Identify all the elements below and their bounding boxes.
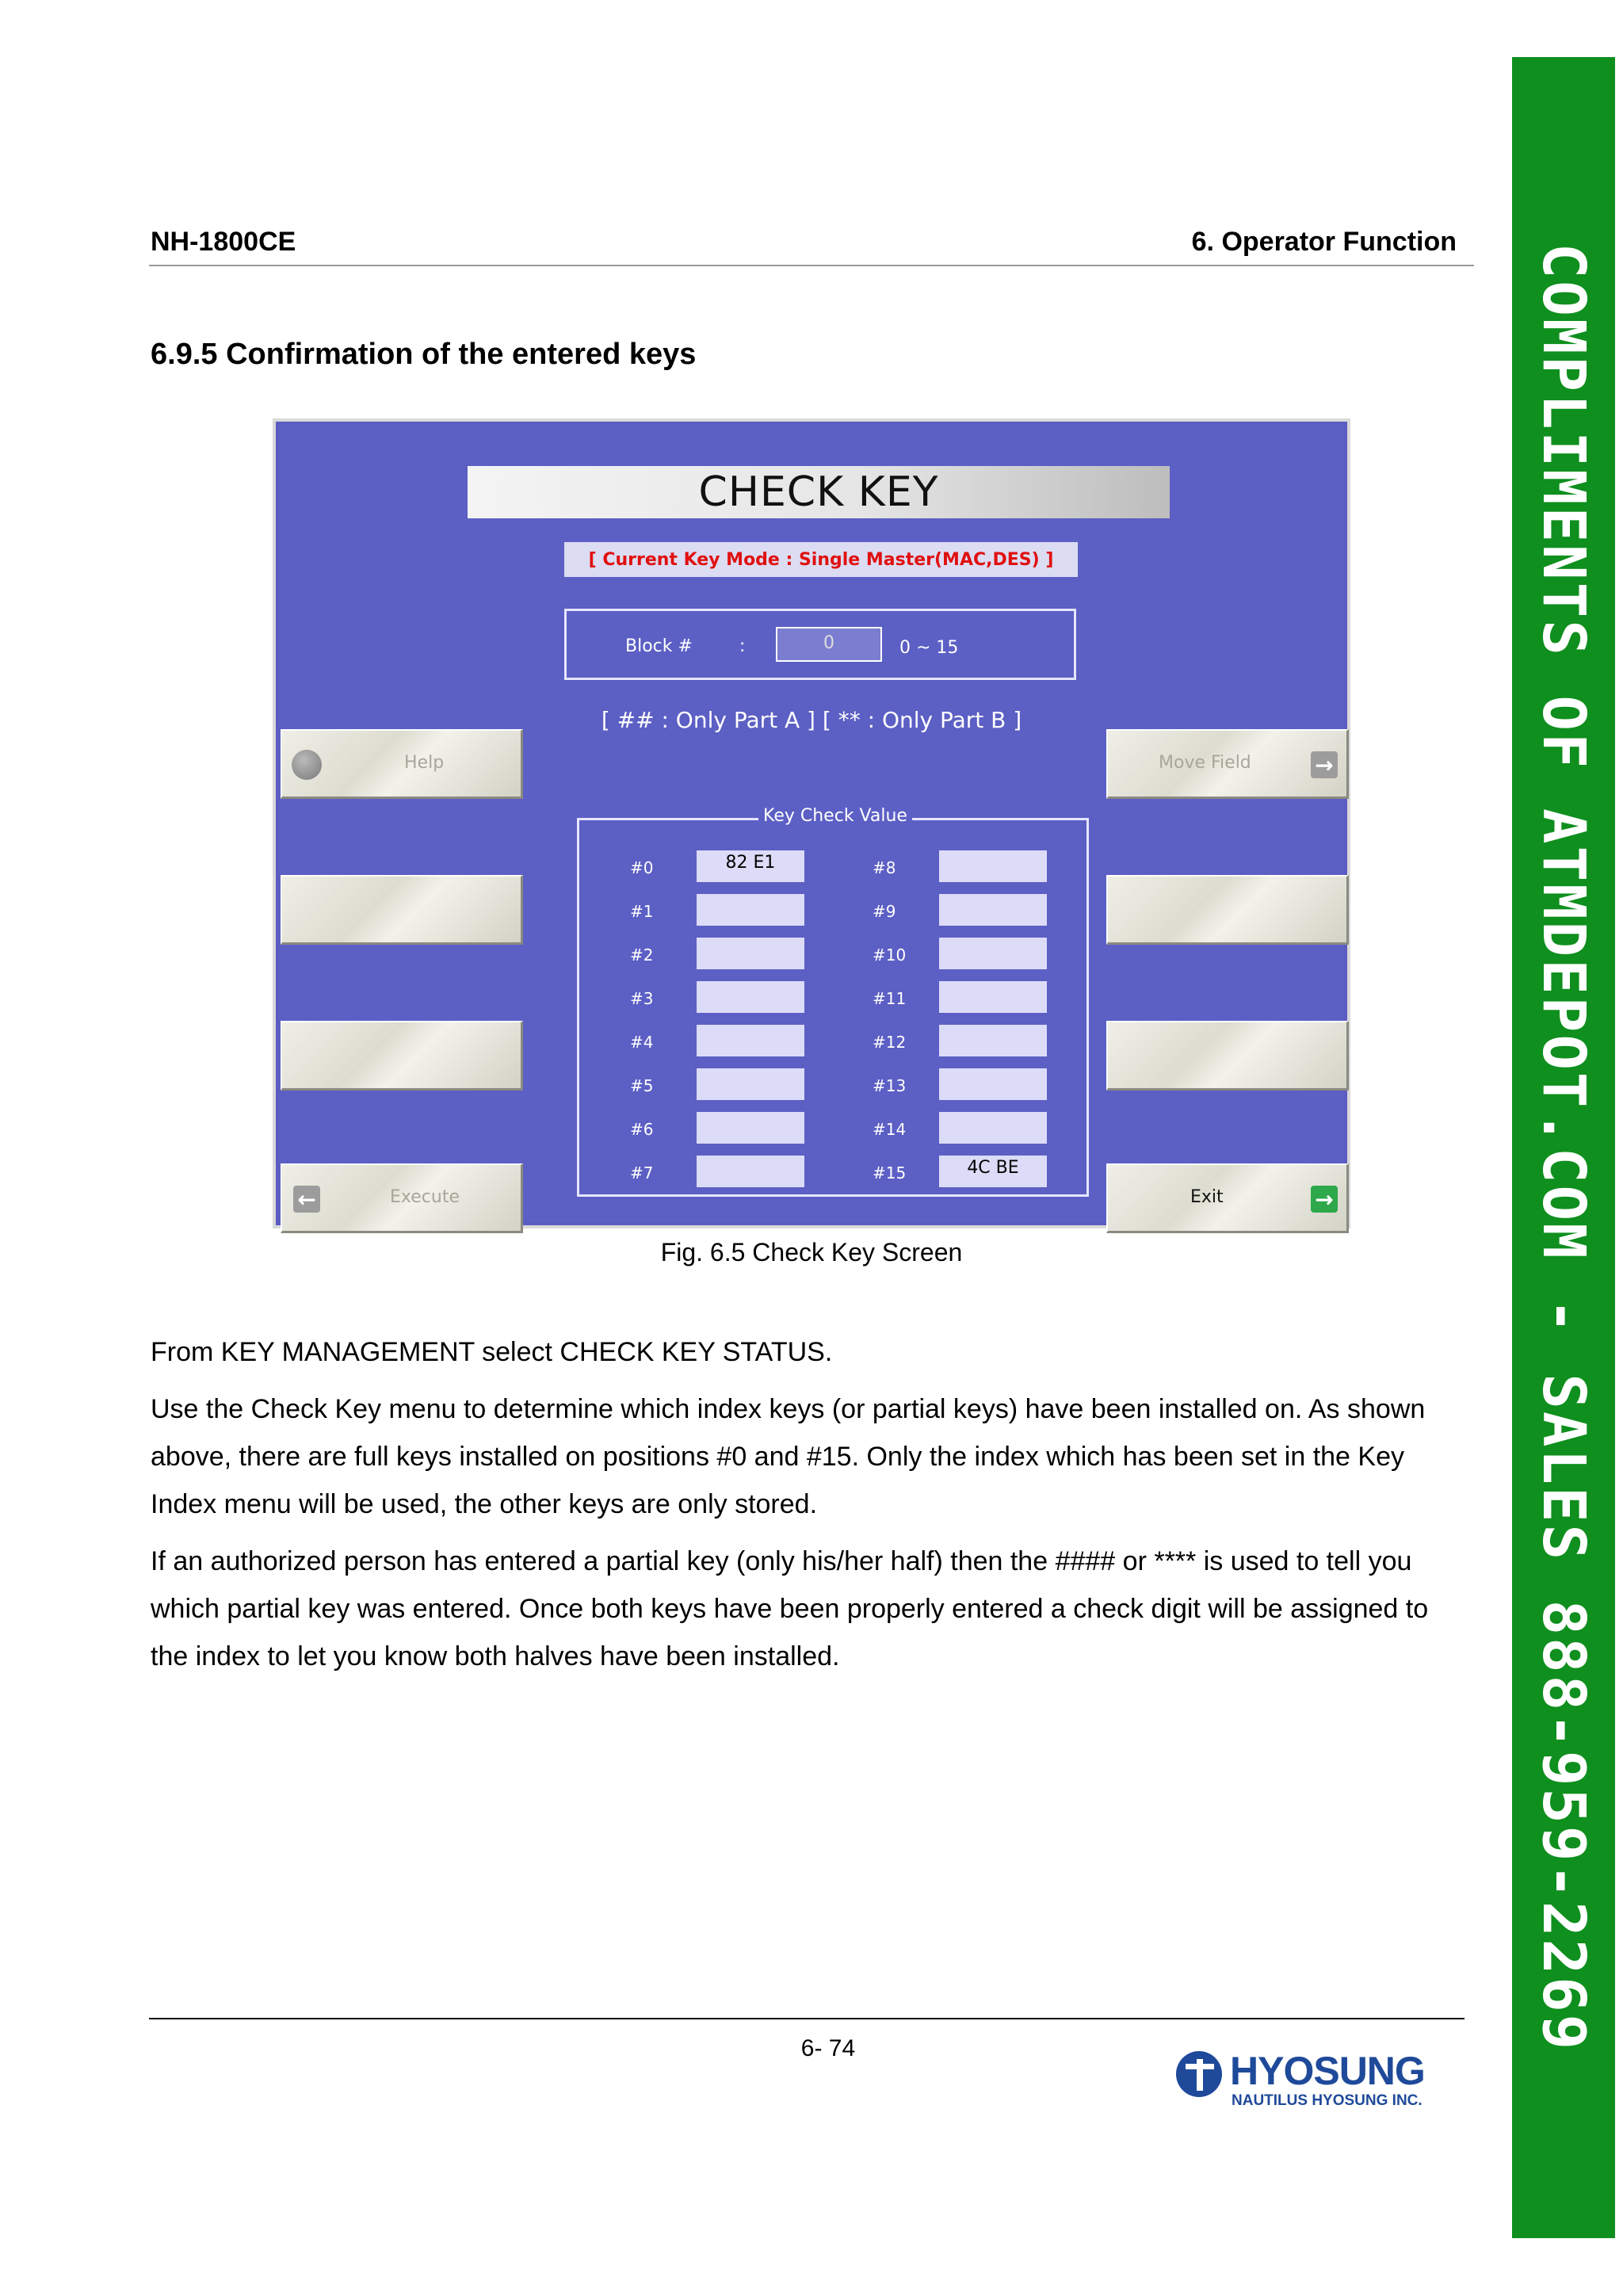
kcv-index-label: #0 [630,858,654,877]
execute-button[interactable] [281,1163,523,1233]
blank-right-button-1[interactable] [1106,875,1349,945]
kcv-value-field: 82 E1 [697,850,804,882]
blank-right-button-2[interactable] [1106,1021,1349,1091]
kcv-row [579,850,833,882]
kcv-value-field: 4C BE [939,1156,1047,1187]
logo-name: HYOSUNG [1230,2049,1425,2093]
kcv-value-field [697,981,804,1013]
exit-button[interactable] [1106,1163,1349,1233]
key-mode-banner: [ Current Key Mode : Single Master(MAC,DES) ] [564,542,1078,577]
kcv-value-field [939,938,1047,969]
kcv-row [822,1112,1075,1144]
kcv-row [579,1068,833,1100]
footer-rule [149,2018,1465,2019]
kcv-row [579,1112,833,1144]
section-title: 6.9.5 Confirmation of the entered keys [151,338,697,371]
kcv-title: Key Check Value [758,806,912,826]
check-key-screen [273,418,1350,1228]
kcv-value-field [697,1156,804,1187]
kcv-row [579,938,833,969]
kcv-index-label: #11 [873,989,907,1008]
kcv-row [579,1156,833,1187]
paragraph-3: If an authorized person has entered a partial key (only his/her half) then the #### or **** is used to tell you which partial key was entered. Once both keys have been properly entered a check digit will be assigned to the index to let you know both halves have been installed. [151,1546,1429,1671]
kcv-value-field [939,1068,1047,1100]
kcv-row [822,894,1075,926]
kcv-value-field [697,1025,804,1056]
hyosung-mark-icon [1176,2051,1222,2097]
exit-label: Exit [1190,1187,1224,1207]
kcv-value-field [697,894,804,926]
kcv-index-label: #15 [873,1163,907,1182]
kcv-index-label: #1 [630,902,654,921]
kcv-value-field [939,1112,1047,1144]
kcv-row [579,1025,833,1056]
paragraph-2: Use the Check Key menu to determine which index keys (or partial keys) have been installed on. As shown above, there are full keys installed on positions #0 and #15. Only the index which has been set in the Key Index menu will be used, the other keys are only stored. [151,1394,1426,1519]
execute-label: Execute [390,1187,460,1207]
kcv-index-label: #2 [630,946,654,965]
promo-banner [1512,57,1615,2238]
hyosung-logo [1176,2048,1445,2111]
kcv-row [822,1156,1075,1187]
move-field-label: Move Field [1159,753,1251,773]
paragraph-1: From KEY MANAGEMENT select CHECK KEY STATUS. [151,1337,833,1367]
screen-panel [279,425,1344,1222]
kcv-value-field [939,1025,1047,1056]
header-chapter: 6. Operator Function [1191,227,1457,257]
kcv-value-field [697,1068,804,1100]
kcv-index-label: #5 [630,1076,654,1095]
page-number: 6- 74 [800,2035,856,2061]
header-rule [149,265,1474,266]
key-check-value-group [577,806,1089,1197]
kcv-index-label: #9 [873,902,896,921]
kcv-value-field [697,938,804,969]
kcv-index-label: #14 [873,1120,907,1139]
arrow-left-icon: ← [293,1186,320,1213]
block-selector [564,609,1076,680]
blank-left-button-2[interactable] [281,1021,523,1091]
kcv-value-field [939,894,1047,926]
kcv-row [822,981,1075,1013]
kcv-row [822,938,1075,969]
kcv-index-label: #6 [630,1120,654,1139]
block-number-input[interactable]: 0 [776,627,882,662]
part-legend: [ ## : Only Part A ] [ ** : Only Part B ] [601,707,1022,733]
screen-title: CHECK KEY [468,466,1170,518]
blank-left-button-1[interactable] [281,875,523,945]
kcv-row [822,1025,1075,1056]
figure-caption: Fig. 6.5 Check Key Screen [660,1238,963,1266]
move-field-button[interactable] [1106,729,1349,799]
circle-icon [292,750,322,780]
kcv-value-field [939,850,1047,882]
kcv-row [822,1068,1075,1100]
kcv-index-label: #12 [873,1033,907,1052]
block-colon: : [739,636,746,656]
kcv-index-label: #4 [630,1033,654,1052]
header-model: NH-1800CE [151,227,296,257]
promo-text: COMPLIMENTS OF ATMDEPOT.COM - SALES 888-959-2269 [1529,243,1598,2053]
arrow-right-icon: → [1311,1186,1338,1213]
logo-subtitle: NAUTILUS HYOSUNG INC. [1232,2092,1423,2109]
kcv-value-field [697,1112,804,1144]
kcv-index-label: #8 [873,858,896,877]
kcv-index-label: #13 [873,1076,907,1095]
help-label: Help [404,753,445,773]
kcv-row [579,894,833,926]
help-button[interactable] [281,729,523,799]
kcv-index-label: #10 [873,946,907,965]
kcv-value-field [939,981,1047,1013]
block-label: Block # [625,636,693,656]
block-range: 0 ~ 15 [899,638,959,658]
kcv-index-label: #7 [630,1163,654,1182]
kcv-row [579,981,833,1013]
kcv-index-label: #3 [630,989,654,1008]
kcv-row [822,850,1075,882]
arrow-right-icon: → [1311,751,1338,778]
